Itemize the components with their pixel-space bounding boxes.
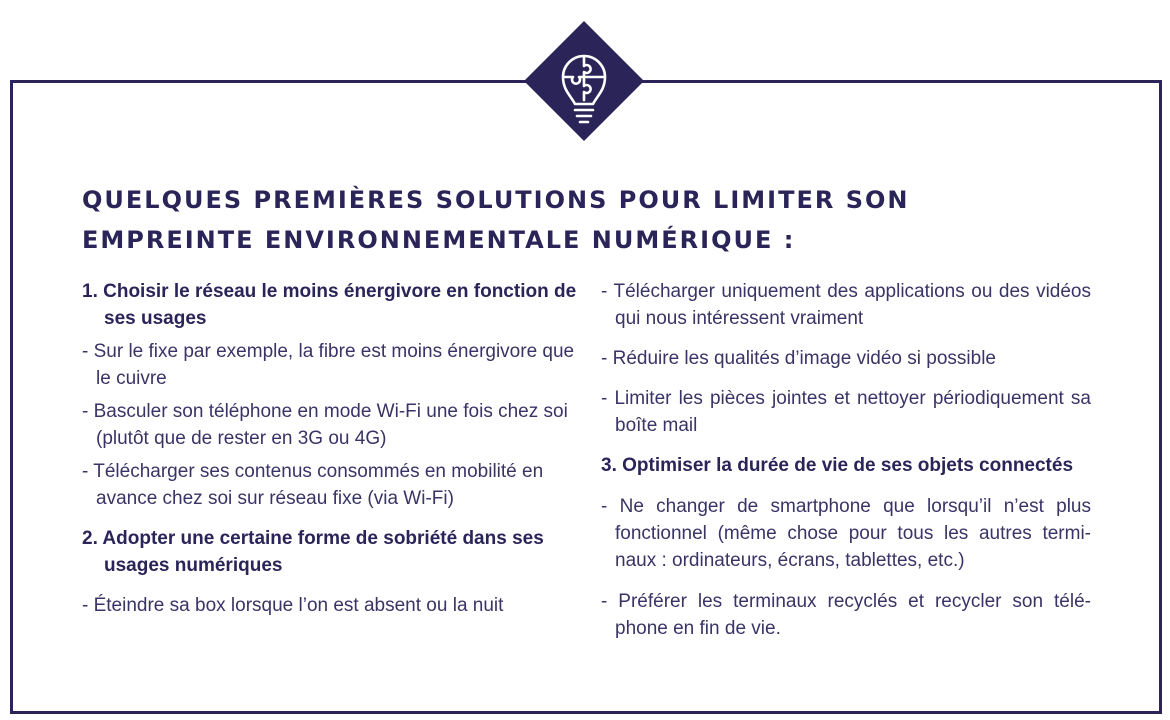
left-column	[82, 278, 582, 625]
lightbulb-puzzle-icon	[523, 20, 645, 142]
list-item: - Éteindre sa box lorsque l’on est absent ou la nuit	[82, 595, 504, 616]
section-heading-2: 2. Adopter une certaine forme de sobriété dans ses usages numériques	[82, 528, 544, 576]
list-item: - Réduire les qualités d’image vidéo si possible	[601, 348, 996, 369]
list-item: - Basculer son téléphone en mode Wi-Fi une fois chez soi (plutôt que de rester en 3G ou 4G)	[82, 401, 568, 449]
page-title: QUELQUES PREMIÈRES SOLUTIONS POUR LIMITER SON EMPREINTE ENVIRONNEMENTALE NUMÉRIQUE :	[82, 186, 910, 254]
list-item: - Limiter les pièces jointes et nettoyer périodiquement sa boîte mail	[601, 388, 1091, 436]
list-item: - Sur le fixe par exemple, la fibre est moins énergivore que le cuivre	[82, 341, 575, 389]
list-item: - Préférer les terminaux recyclés et recycler son télé-phone en fin de vie.	[601, 591, 1091, 639]
section-heading-1: 1. Choisir le réseau le moins énergivore en fonction de ses usages	[82, 281, 577, 329]
badge-diamond	[523, 20, 645, 142]
section-heading-3: 3. Optimiser la durée de vie de ses objets connectés	[601, 455, 1074, 476]
list-item: - Télécharger ses contenus consommés en mobilité en avance chez soi sur réseau fixe (via Wi-Fi)	[82, 461, 544, 509]
list-item: - Ne changer de smartphone que lorsqu’il n’est plus fonctionnel (même chose pour tous les autres termi-naux : ordinateurs, écrans, tablettes, etc.)	[601, 496, 1091, 571]
right-column	[601, 278, 1091, 648]
list-item: - Télécharger uniquement des applications ou des vidéos qui nous intéressent vraiment	[601, 281, 1091, 329]
